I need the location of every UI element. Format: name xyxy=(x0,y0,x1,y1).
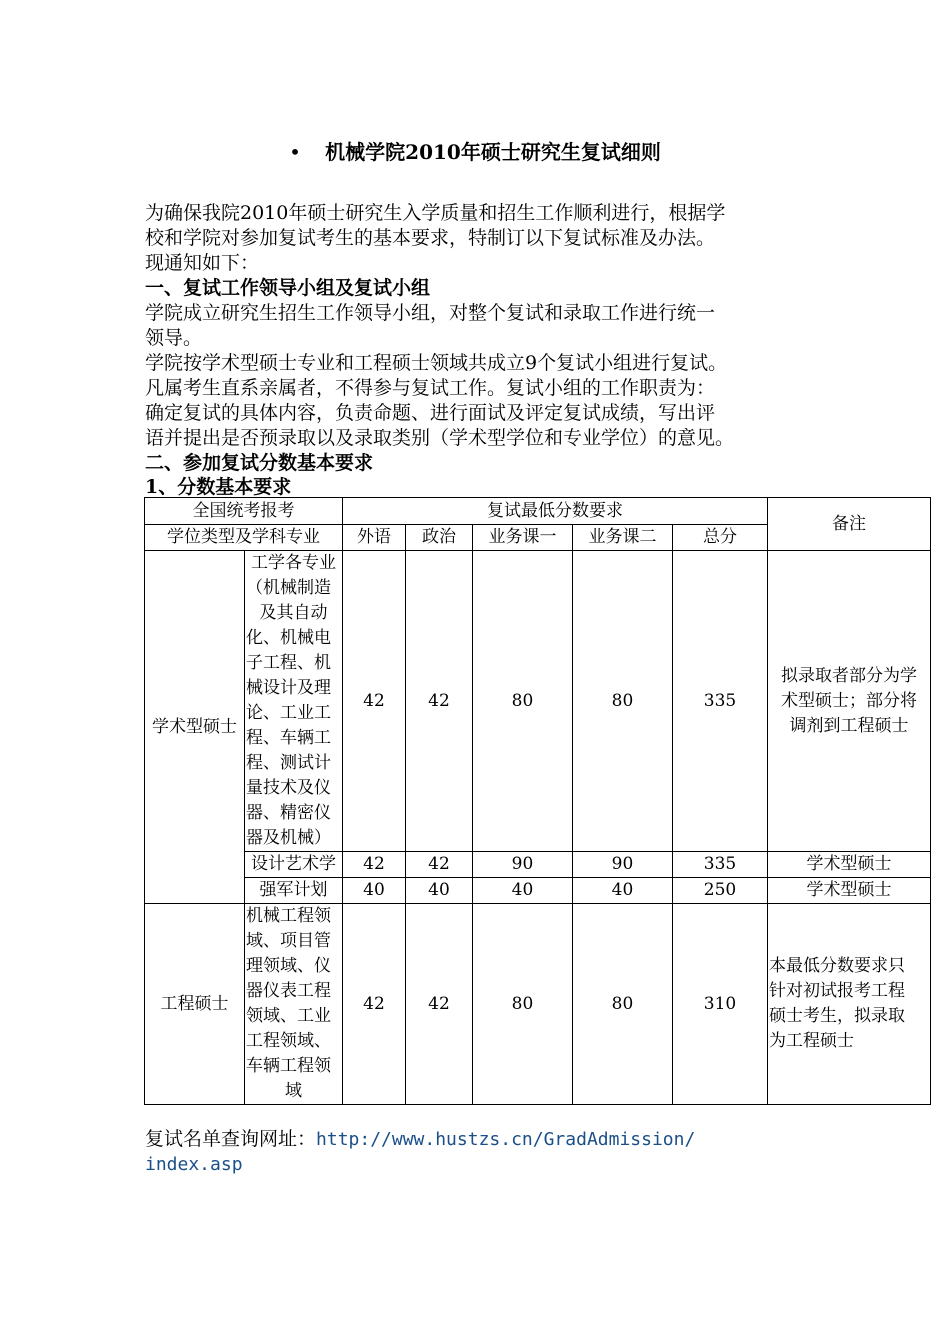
note-line: 本最低分数要求只 xyxy=(769,956,905,976)
score-cell: 42 xyxy=(343,551,406,852)
table-row xyxy=(145,852,931,878)
note-line: 拟录取者部分为学 xyxy=(781,665,917,686)
section2-heading: 二、参加复试分数基本要求 xyxy=(145,452,374,474)
major-line: 车辆工程领 xyxy=(246,1056,331,1076)
note-line: 为工程硕士 xyxy=(769,1031,854,1051)
score-cell: 42 xyxy=(406,551,473,852)
table-header-row xyxy=(145,498,931,525)
score-cell: 40 xyxy=(573,878,673,904)
major-line: （机械制造 xyxy=(246,578,331,598)
major-line: 论、工业工 xyxy=(246,703,331,723)
section1-line: 确定复试的具体内容，负责命题、进行面试及评定复试成绩，写出评 xyxy=(145,402,716,424)
major-line: 领域、工业 xyxy=(246,1006,331,1026)
document-title xyxy=(0,136,950,165)
url-link-continued[interactable]: index.asp xyxy=(145,1154,243,1175)
major-line: 理领域、仪 xyxy=(246,956,331,976)
major-line: 量技术及仪 xyxy=(246,778,331,798)
note-cell: 学术型硕士 xyxy=(768,878,931,904)
header-min-scores: 复试最低分数要求 xyxy=(343,498,768,525)
score-cell: 80 xyxy=(473,904,573,1105)
major-cell xyxy=(245,551,343,852)
score-cell: 335 xyxy=(673,551,768,852)
major-line: 及其自动 xyxy=(259,603,328,623)
intro-line: 现通知如下： xyxy=(145,252,260,274)
score-cell: 40 xyxy=(343,878,406,904)
major-line: 子工程、机 xyxy=(246,653,331,673)
major-cell: 强军计划 xyxy=(245,878,343,904)
score-cell: 42 xyxy=(343,852,406,878)
major-line: 域 xyxy=(285,1081,302,1101)
score-cell: 250 xyxy=(673,878,768,904)
major-line: 器及机械） xyxy=(246,828,331,848)
section1-line: 语并提出是否预录取以及录取类别（学术型学位和专业学位）的意见。 xyxy=(145,427,735,449)
header-note: 备注 xyxy=(768,498,931,551)
major-line: 器、精密仪 xyxy=(246,803,331,823)
table-row xyxy=(145,551,931,852)
note-line: 硕士考生，拟录取 xyxy=(769,1006,905,1026)
major-line: 工学各专业 xyxy=(251,553,336,573)
table-row xyxy=(145,878,931,904)
note-cell xyxy=(768,551,931,852)
section1-heading: 一、复试工作领导小组及复试小组 xyxy=(145,277,431,299)
major-line: 化、机械电 xyxy=(246,628,331,648)
major-cell xyxy=(245,904,343,1105)
header-degree-type xyxy=(145,498,343,525)
section1-line: 领导。 xyxy=(145,327,203,349)
major-line: 程、车辆工 xyxy=(246,728,331,748)
note-line: 术型硕士；部分将 xyxy=(781,690,917,711)
degree-type-cell: 学术型硕士 xyxy=(145,551,245,904)
body-text xyxy=(145,201,815,498)
header-degree-line1: 全国统考报考 xyxy=(192,501,295,521)
score-cell: 80 xyxy=(573,551,673,852)
footer xyxy=(145,1127,695,1177)
major-line: 械设计及理 xyxy=(246,678,331,698)
note-line: 调剂到工程硕士 xyxy=(789,715,909,736)
title-text: 机械学院2010年硕士研究生复试细则 xyxy=(325,140,661,164)
degree-type-cell: 工程硕士 xyxy=(145,904,245,1105)
major-line: 工程领域、 xyxy=(246,1031,331,1051)
score-cell: 90 xyxy=(573,852,673,878)
score-cell: 310 xyxy=(673,904,768,1105)
section1-line: 凡属考生直系亲属者，不得参与复试工作。复试小组的工作职责为： xyxy=(145,377,716,399)
note-line: 针对初试报考工程 xyxy=(769,981,905,1001)
score-cell: 40 xyxy=(406,878,473,904)
major-line: 器仪表工程 xyxy=(246,981,331,1001)
col-header: 政治 xyxy=(406,525,473,551)
bullet-icon: • xyxy=(289,140,301,164)
major-line: 域、项目管 xyxy=(246,931,331,951)
score-cell: 42 xyxy=(343,904,406,1105)
col-header: 总分 xyxy=(673,525,768,551)
url-link[interactable]: http://www.hustzs.cn/GradAdmission/ xyxy=(316,1129,696,1150)
major-line: 程、测试计 xyxy=(246,753,331,773)
major-line: 机械工程领 xyxy=(246,906,331,926)
score-requirements-table xyxy=(144,497,931,1105)
note-cell xyxy=(768,904,931,1105)
score-cell: 40 xyxy=(473,878,573,904)
col-header: 外语 xyxy=(343,525,406,551)
intro-line: 为确保我院2010年硕士研究生入学质量和招生工作顺利进行，根据学 xyxy=(145,202,726,224)
header-degree-line2: 学位类型及学科专业 xyxy=(145,525,343,551)
section1-line: 学院成立研究生招生工作领导小组，对整个复试和录取工作进行统一 xyxy=(145,302,716,324)
col-header: 业务课一 xyxy=(473,525,573,551)
score-cell: 80 xyxy=(473,551,573,852)
score-cell: 42 xyxy=(406,852,473,878)
intro-line: 校和学院对参加复试考生的基本要求，特制订以下复试标准及办法。 xyxy=(145,227,716,249)
score-cell: 90 xyxy=(473,852,573,878)
footer-label: 复试名单查询网址： xyxy=(145,1128,317,1150)
table-row xyxy=(145,904,931,1105)
score-cell: 80 xyxy=(573,904,673,1105)
section1-line: 学院按学术型硕士专业和工程硕士领域共成立9个复试小组进行复试。 xyxy=(145,352,728,374)
score-cell: 335 xyxy=(673,852,768,878)
section2-subheading: 1、分数基本要求 xyxy=(145,476,292,498)
major-cell: 设计艺术学 xyxy=(245,852,343,878)
col-header: 业务课二 xyxy=(573,525,673,551)
score-cell: 42 xyxy=(406,904,473,1105)
note-cell: 学术型硕士 xyxy=(768,852,931,878)
